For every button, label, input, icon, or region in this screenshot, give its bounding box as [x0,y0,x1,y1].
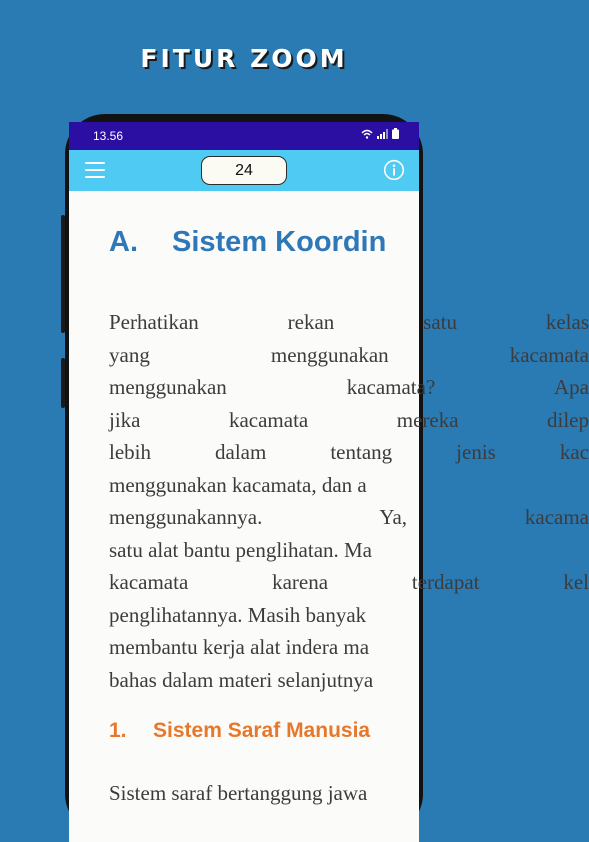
paragraph-line: lebih dalam tentang jenis kac [109,440,589,464]
phone-screen [69,122,589,842]
wifi-icon [361,129,373,139]
paragraph-line: Perhatikan rekan satu kelas [109,310,589,334]
paragraph-line: menggunakan kacamata, dan a [109,472,367,497]
signal-icon [377,129,388,139]
promo-title: FITUR ZOOM [140,44,348,73]
phone-frame [65,114,589,834]
subsection-heading [109,719,370,743]
document-page[interactable] [69,191,589,842]
paragraph-line: menggunakan kacamata? Apa [109,375,589,399]
subsection-heading-text: Sistem Saraf Manusia [153,719,371,742]
section-heading [109,226,386,259]
battery-icon [392,128,399,139]
status-icons [361,128,399,139]
app-bar [69,150,419,191]
paragraph-line: kacamata karena terdapat kel [109,570,589,594]
paragraph-line: penglihatannya. Masih banyak [109,602,367,627]
status-time: 13.56 [93,129,124,143]
paragraph-line: Sistem saraf bertanggung jawa [109,781,368,805]
paragraph [109,306,589,696]
status-bar [69,122,419,150]
subsection-heading-number: 1. [109,719,127,742]
paragraph-line: menggunakannya. Ya, kacama [109,505,589,529]
paragraph-line: satu alat bantu penglihatan. Ma [109,537,373,562]
section-heading-number: A. [109,226,138,258]
paragraph-line: jika kacamata mereka dilep [109,407,589,432]
page-number-field[interactable]: 24 [201,156,287,185]
paragraph-line: yang menggunakan kacamata [109,342,589,367]
section-heading-text: Sistem Koordin [172,226,387,258]
menu-icon[interactable] [85,161,105,179]
info-icon[interactable] [383,159,405,181]
paragraph-line: membantu kerja alat indera ma [109,635,370,659]
paragraph-line: bahas dalam materi selanjutnya [109,667,374,692]
